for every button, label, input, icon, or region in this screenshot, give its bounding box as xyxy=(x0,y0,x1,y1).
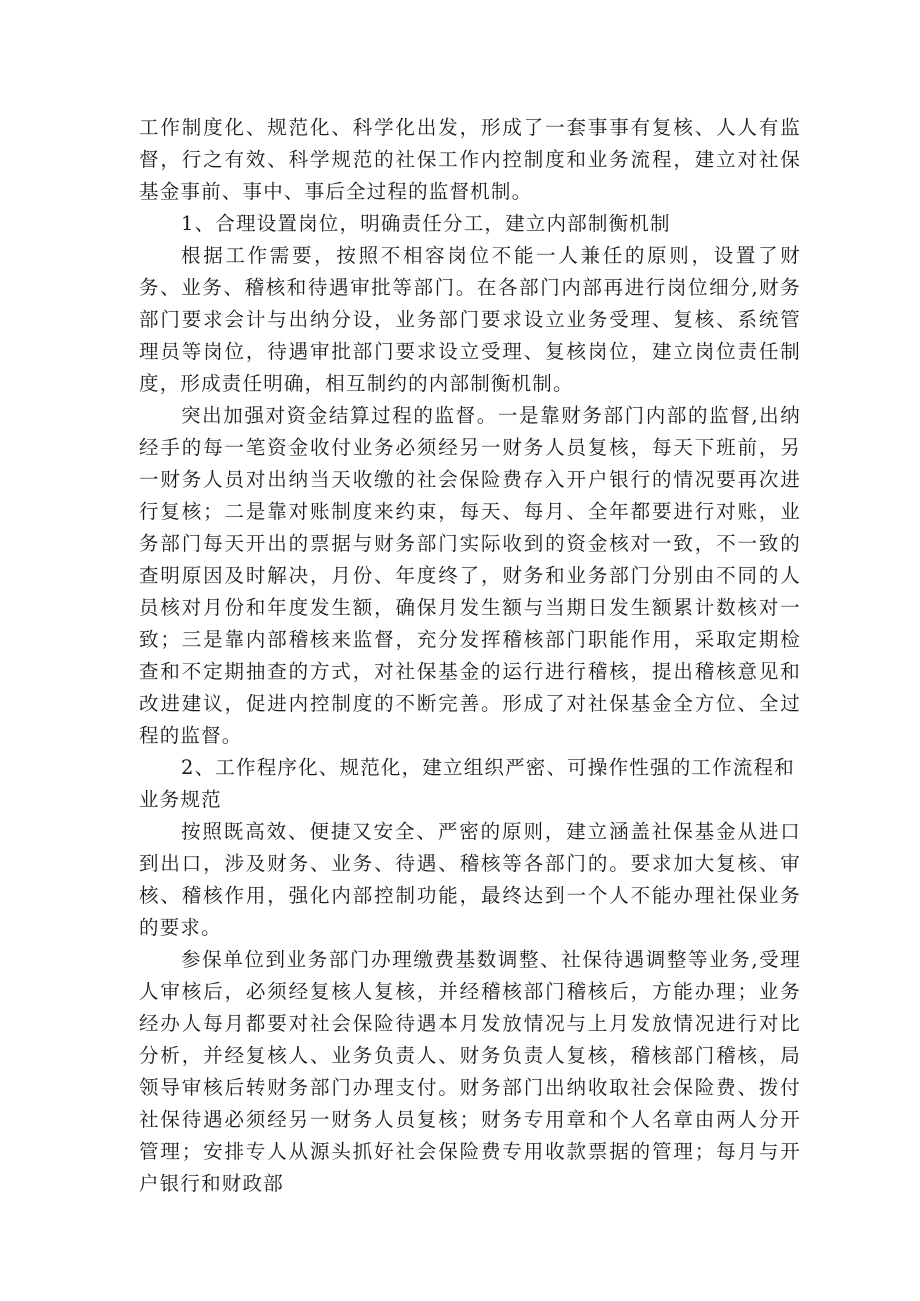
paragraph-procedures: 参保单位到业务部门办理缴费基数调整、社保待遇调整等业务,受理人审核后，必须经复核人复核，并经稽核部门稽核后，方能办理；业务经办人每月都要对社会保险待遇本月发放情况与上月发放情况进行对比分析，并经复核人、业务负责人、财务负责人复核，稽核部门稽核，局领导审核后转财务部门办理支付。财务部门出纳收取社会保险费、拨付社保待遇必须经另一财务人员复核；财务专用章和个人名章由两人分开管理；安排专人从源头抓好社会保险费专用收款票据的管理；每月与开户银行和财政部 xyxy=(139,948,801,1195)
section-heading-2: 2、工作程序化、规范化，建立组织严密、可操作性强的工作流程和业务规范 xyxy=(139,756,795,811)
paragraph-intro: 工作制度化、规范化、科学化出发，形成了一套事事有复核、人人有监督，行之有效、科学规范的社保工作内控制度和业务流程，建立对社保基金事前、事中、事后全过程的监督机制。 xyxy=(139,116,801,203)
paragraph-fund-settlement: 突出加强对资金结算过程的监督。一是靠财务部门内部的监督,出纳经手的每一笔资金收付业务必须经另一财务人员复核，每天下班前，另一财务人员对出纳当天收缴的社会保险费存入开户银行的情况要再次进行复核；二是靠对账制度来约束，每天、每月、全年都要进行对账，业务部门每天开出的票据与财务部门实际收到的资金核对一致，不一致的查明原因及时解决，月份、年度终了，财务和业务部门分别由不同的人员核对月份和年度发生额，确保月发生额与当期日发生额累计数核对一致；三是靠内部稽核来监督，充分发挥稽核部门职能作用，采取定期检查和不定期抽查的方式，对社保基金的运行进行稽核，提出稽核意见和改进建议，促进内控制度的不断完善。形成了对社保基金全方位、全过程的监督。 xyxy=(139,404,801,747)
section-heading-1: 1、合理设置岗位，明确责任分工，建立内部制衡机制 xyxy=(181,212,671,235)
paragraph-positions: 根据工作需要，按照不相容岗位不能一人兼任的原则，设置了财务、业务、稽核和待遇审批等部门。在各部门内部再进行岗位细分,财务部门要求会计与出纳分设，业务部门要求设立业务受理、复核、系统管理员等岗位，待遇审批部门要求设立受理、复核岗位，建立岗位责任制度，形成责任明确，相互制约的内部制衡机制。 xyxy=(139,244,801,395)
paragraph-workflow: 按照既高效、便捷又安全、严密的原则，建立涵盖社保基金从进口到出口，涉及财务、业务、待遇、稽核等各部门的。要求加大复核、审核、稽核作用，强化内部控制功能，最终达到一个人不能办理社保业务的要求。 xyxy=(139,820,801,939)
document-page xyxy=(139,112,801,1200)
